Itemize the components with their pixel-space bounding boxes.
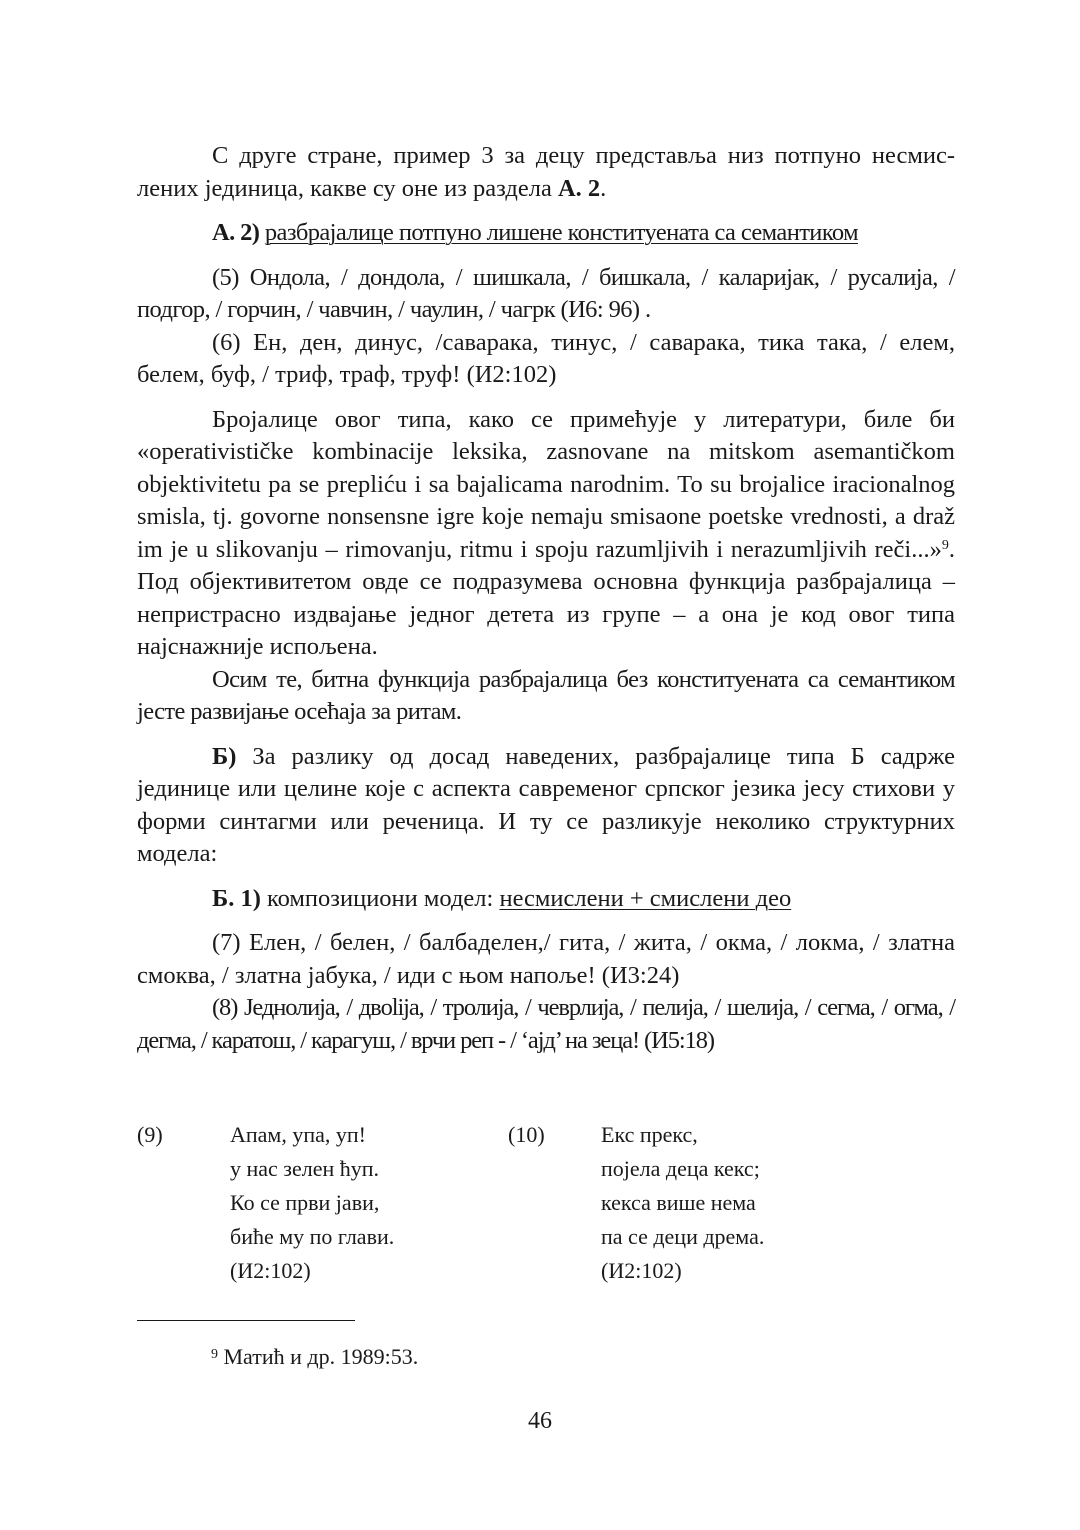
example-6: (6) Ен, ден, динус, /саваракa, тинус, / саваракa, тика така, / елем, белем, буф, / триф, траф, труф! (И2:102) <box>137 328 955 388</box>
section-title: несмислени + смислени део <box>499 884 792 912</box>
section-heading-b1 <box>137 883 955 916</box>
section-title: разбрајалице потпуно лишене конституената са семантиком <box>264 219 858 246</box>
example-7: (7) Елен, / белен, / балбаделен,/ гита, / жита, / окма, / локма, / златна смоква, / златна јабука, / иди с њом напоље! (И3:24) <box>137 929 955 989</box>
footnote-mark: 9 <box>211 1347 218 1362</box>
verse-line: па се деци дрема. <box>601 1224 765 1249</box>
body-text <box>137 140 955 1057</box>
footnote-ref: 9 <box>941 537 949 553</box>
verse-source: (И2:102) <box>230 1258 311 1283</box>
verse-line: кекса више нема <box>601 1190 756 1215</box>
verse-number: (10) <box>508 1122 545 1147</box>
footnote-text: Матић и др. 1989:53. <box>218 1344 419 1369</box>
paragraph-text: . <box>600 174 607 202</box>
verse-line: Апам, упа, уп! <box>230 1122 366 1147</box>
paragraph-text: . Под објективитетом овде се подразумева основна функција разбрајалица – непристрасно издвајање једног детета из групе – а она је код овог типа најснажније испољена. <box>137 535 955 660</box>
verse-line: појела деца кекс; <box>601 1156 760 1181</box>
verse-source: (И2:102) <box>601 1258 682 1283</box>
example-5: (5) Ондола, / дондола, / шишкала, / бишкала, / каларијак, / русалија, / подгор, / горчин, / чавчин, / чаулин, / чагрк (И6: 96) . <box>137 263 955 323</box>
verse-10 <box>601 1118 764 1288</box>
paragraph-rhythm: Осим те, битна функција разбрајалица без конституената са семантиком јесте развијање осећаја за ритам. <box>137 665 955 725</box>
section-reference: А. 2 <box>557 174 601 202</box>
verse-number: (9) <box>137 1122 163 1147</box>
verse-line: у нас зелен ћуп. <box>230 1156 380 1181</box>
paragraph-text: За разлику од досад наведених, разбрајалице типа Б садрже јединице или целине које с аспекта савременог српског језика јесу стихови у форми синтагми или реченица. И ту се разликује неколико структурних модела: <box>137 742 955 867</box>
footnote-divider <box>137 1320 355 1321</box>
verse-line: биће му по глави. <box>230 1224 395 1249</box>
verse-line: Екс прекс, <box>601 1122 698 1147</box>
verse-line: Ко се први јави, <box>230 1190 380 1215</box>
verse-9 <box>230 1118 394 1288</box>
section-label: Б. 1) <box>212 884 261 912</box>
paragraph-text: композициони модел: <box>260 884 500 912</box>
footnote <box>211 1340 418 1372</box>
paragraph-quote <box>137 404 955 664</box>
paragraph-intro <box>137 140 955 205</box>
paragraph-type-b <box>137 741 955 871</box>
section-heading-a2 <box>137 217 955 250</box>
section-label: А. 2) <box>212 219 260 246</box>
paragraph-text: С друге стране, пример 3 за децу представља низ потпуно несмислених јединица, какве су оне из раздела <box>137 142 955 202</box>
section-label: Б) <box>212 742 237 770</box>
page-number: 46 <box>528 1408 552 1434</box>
example-8: (8) Једнолија, / двolija, / тролија, / чеврлија, / пелија, / шелија, / сегма, / огма, / дегма, / каратош, / карагуш, / врчи реп - / ‘ајд’ на зеца! (И5:18) <box>137 994 955 1054</box>
quote-text: Бројалице овог типа, како се примећује у литератури, биле би «operativističke kombinacije leksika, zasnovane na mitskom asemantičkom objektivitetu pa se prepliću i sa bajalicama narodnim. To su brojalice iracionalnog smisla, tj. govorne nonsensne igre koje nemaju smisaone poetske vrednosti, a draž im je u slikovanju – rimovanju, ritmu i spoju razumljivih i nerazumljivih reči...» <box>137 405 955 563</box>
